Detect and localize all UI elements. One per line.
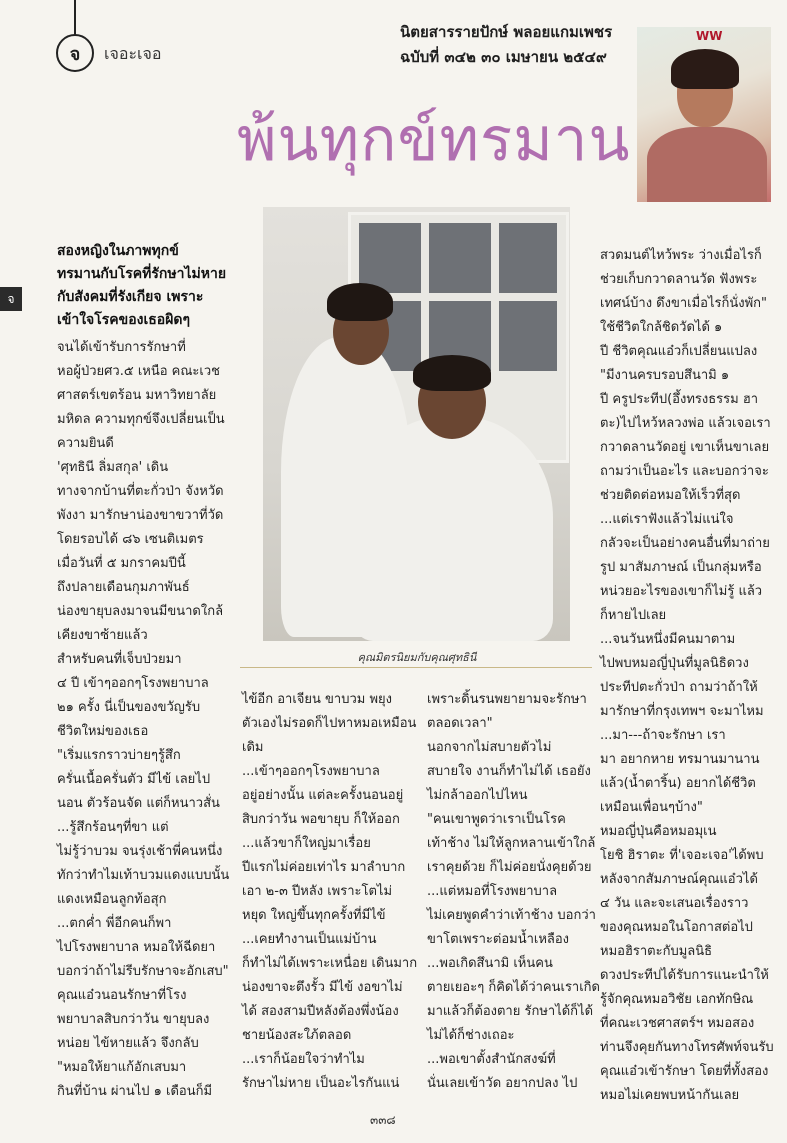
issue-info: ฉบับที่ ๓๔๒ ๓๐ เมษายน ๒๕๔๙	[400, 48, 607, 66]
text-line: เราคุยด้วย ก็ไม่ค่อยนั่งคุยด้วย	[427, 860, 592, 875]
text-line: นอน ตัวร้อนจัด แต่ก็หนาวสั่น	[57, 796, 220, 811]
lead-line: เข้าใจโรคของเธอผิดๆ	[57, 312, 191, 328]
text-line: ครั่นเนื้อครั่นตัว มีไข้ เลยไป	[57, 772, 211, 787]
text-line: นอกจากไม่สบายตัวไม่	[427, 740, 552, 755]
text-line: ที่คณะเวชศาสตร์ฯ หมอสอง	[600, 1016, 755, 1031]
text-line: ...แต่หมอที่โรงพยาบาล	[427, 884, 558, 899]
text-line: รูป มาสัมภาษณ์ เป็นกลุ่มหรือ	[600, 560, 762, 575]
cover-logo: WW	[696, 29, 723, 43]
section-badge: จ	[56, 34, 94, 72]
text-line: ถามว่าเป็นอะไร และบอกว่าจะ	[600, 464, 769, 479]
text-line: ...จนวันหนึ่งมีคนมาตาม	[600, 632, 736, 647]
text-line: มารักษาที่กรุงเทพฯ จะมาไหม	[600, 704, 764, 719]
text-line: ก็ทำไม่ได้เพราะเหนื่อย เดินมาก	[242, 956, 418, 971]
text-line: เมื่อวันที่ ๕ มกราคมปีนี้	[57, 556, 186, 571]
body-text	[242, 688, 422, 1096]
text-line: สวดมนต์ไหว้พระ ว่างเมื่อไรก็	[600, 248, 762, 263]
text-line: ไม่ได้ก็ช่างเถอะ	[427, 1028, 515, 1043]
woman-seated	[353, 417, 553, 641]
text-line: ชีวิตใหม่ของเธอ	[57, 724, 149, 739]
text-line: จนได้เข้ารับการรักษาที่	[57, 340, 186, 355]
text-line: ...เคยทำงานเป็นแม่บ้าน	[242, 932, 377, 947]
cover-model-hair	[671, 49, 739, 89]
text-line: ก็หายไปเลย	[600, 608, 667, 623]
text-line: ทางจากบ้านที่ตะกั่วป่า จังหวัด	[57, 484, 224, 499]
window-pane	[499, 223, 557, 293]
text-column-3	[427, 688, 607, 1096]
text-line: นั่นเลยเข้าวัด อยากปลง ไป	[427, 1076, 578, 1091]
text-line: ทักว่าทำไมเท้าบวมแดงแบบนั้น	[57, 868, 230, 883]
text-line: ตัวเองไม่รอดก็ไปหาหมอเหมือน	[242, 716, 417, 731]
article-photo	[263, 207, 570, 641]
lead-line: สองหญิงในภาพทุกข์	[57, 243, 179, 259]
text-line: ของคุณหมอในโอกาสต่อไป	[600, 920, 753, 935]
text-line: ไข้อีก อาเจียน ขาบวม พยุง	[242, 692, 393, 707]
text-line: ตะ)ไปไหว้หลวงพ่อ แล้วเจอเรา	[600, 416, 771, 431]
page-number: ๓๓๘	[370, 1113, 396, 1127]
text-line: ...ตกค่ำ พี่อีกคนก็พา	[57, 916, 172, 931]
text-line: หอผู้ป่วยศว.๕ เหนือ คณะเวช	[57, 364, 220, 379]
text-line: รู้จักคุณหมอวิชัย เอกทักษิณ	[600, 992, 754, 1007]
text-line: ไม่เคยพูดคำว่าเท้าช้าง บอกว่า	[427, 908, 596, 923]
text-line: ช่วยติดต่อหมอให้เร็วที่สุด	[600, 488, 741, 503]
text-line: ไม่รู้ว่าบวม จนรุ่งเช้าพี่คนหนึ่ง	[57, 844, 223, 859]
text-line: สิบกว่าวัน พอขายุบ ก็ให้ออก	[242, 812, 400, 827]
text-line: สำหรับคนที่เจ็บป่วยมา	[57, 652, 182, 667]
text-line: ชายน้องสะใภ้ตลอด	[242, 1028, 352, 1043]
text-line: ไปพบหมอญี่ปุ่นที่มูลนิธิดวง	[600, 656, 749, 671]
text-line: ช่วยเก็บกวาดลานวัด ฟังพระ	[600, 272, 758, 287]
text-line: ท่านจึงคุยกันทางโทรศัพท์จนรับ	[600, 1040, 774, 1055]
text-line: บอกว่าถ้าไม่รีบรักษาจะอักเสบ"	[57, 964, 229, 979]
text-line: ถึงปลายเดือนกุมภาพันธ์	[57, 580, 190, 595]
caption-rule	[240, 667, 592, 668]
text-line: ดวงประทีปได้รับการแนะนำให้	[600, 968, 769, 983]
body-text	[427, 688, 607, 1096]
text-line: กวาดลานวัดอยู่ เขาเห็นขาเลย	[600, 440, 770, 455]
text-line: ๒๑ ครั้ง นี่เป็นของขวัญรับ	[57, 700, 201, 715]
body-text	[57, 336, 249, 1104]
text-line: ...แต่เราฟังแล้วไม่แน่ใจ	[600, 512, 734, 527]
text-line: หมอไม่เคยพบหน้ากันเลย	[600, 1088, 740, 1103]
text-line: คุณแอ๋วเข้ารักษา โดยที่ทั้งสอง	[600, 1064, 769, 1079]
text-line: ประทีปตะกั่วป่า ถามว่าถ้าให้	[600, 680, 758, 695]
body-text	[600, 244, 784, 1108]
lead-paragraph	[57, 240, 249, 332]
text-line: เท้าช้าง ไม่ให้ลูกหลานเข้าใกล้	[427, 836, 596, 851]
text-line: พังงา มารักษาน่องขาขวาที่วัด	[57, 508, 224, 523]
lead-line: กับสังคมที่รังเกียจ เพราะ	[57, 289, 204, 305]
text-line: ...รู้สึกร้อนๆที่ขา แต่	[57, 820, 169, 835]
text-line: หน่อย ไข้หายแล้ว จึงกลับ	[57, 1036, 199, 1051]
text-line: ปีแรกไม่ค่อยเท่าไร มาลำบาก	[242, 860, 406, 875]
text-line: ไปโรงพยาบาล หมอให้ฉีดยา	[57, 940, 216, 955]
text-line: หมอฮิราตะกับมูลนิธิ	[600, 944, 713, 959]
text-line: ...พอเกิดสึนามิ เห็นคน	[427, 956, 553, 971]
text-line: หน่วยอะไรของเขาก็ไม่รู้ แล้ว	[600, 584, 763, 599]
text-line: แดงเหมือนลูกท้อสุก	[57, 892, 167, 907]
magazine-name: นิตยสารรายปักษ์ พลอยแกมเพชร	[400, 23, 613, 41]
text-line: ...เราก็น้อยใจว่าทำไม	[242, 1052, 365, 1067]
text-line: ...เข้าๆออกๆโรงพยาบาล	[242, 764, 380, 779]
text-line: น่องขาจะตึงรั้ว มีไข้ งอขาไม่	[242, 980, 403, 995]
text-line: "หมอให้ยาแก้อักเสบมา	[57, 1060, 187, 1075]
text-line: เทศน์บ้าง ดึงขาเมื่อไรก็นั่งพัก"	[600, 296, 768, 311]
text-line: ปี ชีวิตคุณแอ๋วก็เปลี่ยนแปลง	[600, 344, 758, 359]
text-line: ...มา---ถ้าจะรักษา เรา	[600, 728, 726, 743]
lead-line: ทรมานกับโรคที่รักษาไม่หาย	[57, 266, 227, 282]
text-line: ...พอเขาตั้งสำนักสงฆ์ที่	[427, 1052, 556, 1067]
text-line: ปี ครูประทีป(อึ้งทรงธรรม ฮา	[600, 392, 759, 407]
text-line: ศาสตร์เขตร้อน มหาวิทยาลัย	[57, 388, 217, 403]
text-line: ความยินดี	[57, 436, 114, 451]
text-line: หมอญี่ปุ่นคือหมอมุเน	[600, 824, 717, 839]
text-line: หลังจากสัมภาษณ์คุณแอ๋วได้	[600, 872, 758, 887]
section-name: เจอะเจอ	[104, 44, 162, 63]
text-line: โยชิ ฮิราตะ ที่'เจอะเจอ'ได้พบ	[600, 848, 764, 863]
text-line: กลัวจะเป็นอย่างคนอื่นที่มาถ่าย	[600, 536, 770, 551]
text-line: พยาบาลสิบกว่าวัน ขายุบลง	[57, 1012, 210, 1027]
text-line: "เริ่มแรกราวบ่ายๆรู้สึก	[57, 748, 181, 763]
text-line: ไม่กล้าออกไปไหน	[427, 788, 528, 803]
window-pane	[499, 301, 557, 371]
window-pane	[429, 223, 491, 293]
text-line: น่องขายุบลงมาจนมีขนาดใกล้	[57, 604, 224, 619]
text-line: รักษาไม่หาย เป็นอะไรกันแน่	[242, 1076, 400, 1091]
text-line: ๔ ปี เข้าๆออกๆโรงพยาบาล	[57, 676, 209, 691]
text-line: ขาโตเพราะต่อมน้ำเหลือง	[427, 932, 570, 947]
text-line: ใช้ชีวิตใกล้ชิดวัดได้ ๑	[600, 320, 723, 335]
article-title: พ้นทุกข์ทรมาน	[237, 105, 631, 175]
text-line: มหิดล ความทุกข์จึงเปลี่ยนเป็น	[57, 412, 225, 427]
text-line: "มีงานครบรอบสึนามิ ๑	[600, 368, 730, 383]
woman-seated-hair	[413, 355, 491, 391]
photo-caption: คุณมิตรนิยมกับคุณศุทธินี	[357, 651, 477, 664]
text-line: 'ศุทธินี ลิ่มสกุล' เดิน	[57, 460, 169, 475]
header-rule	[74, 0, 76, 36]
text-line: เหมือนเพื่อนๆบ้าง"	[600, 800, 703, 815]
text-line: สบายใจ งานก็ทำไม่ได้ เธอยัง	[427, 764, 591, 779]
text-line: เคียงขาซ้ายแล้ว	[57, 628, 148, 643]
cover-model-body	[647, 127, 767, 202]
text-line: "คนเขาพูดว่าเราเป็นโรค	[427, 812, 566, 827]
text-line: ตลอดเวลา"	[427, 716, 493, 731]
text-line: ๔ วัน และจะเสนอเรื่องราว	[600, 896, 749, 911]
text-line: กินที่บ้าน ผ่านไป ๑ เดือนก็มี	[57, 1084, 213, 1099]
cover-thumbnail	[637, 27, 771, 202]
text-line: ตายเยอะๆ ก็คิดได้ว่าคนเราเกิด	[427, 980, 600, 995]
text-line: ได้ สองสามปีหลังต้องพึ่งน้อง	[242, 1004, 399, 1019]
text-line: เพราะดิ้นรนพยายามจะรักษา	[427, 692, 587, 707]
text-line: มา อยากหาย ทรมานมานาน	[600, 752, 760, 767]
woman-standing-hair	[327, 283, 393, 321]
text-column-2	[242, 688, 422, 1096]
text-line: เดิม	[242, 740, 264, 755]
text-line: อยู่อย่างนั้น แต่ละครั้งนอนอยู่	[242, 788, 404, 803]
text-column-4	[600, 244, 784, 1108]
text-line: คุณแอ๋วนอนรักษาที่โรง	[57, 988, 187, 1003]
text-line: เอา ๒-๓ ปีหลัง เพราะโตไม่	[242, 884, 393, 899]
text-line: มาแล้วก็ต้องตาย รักษาได้ก็ได้	[427, 1004, 594, 1019]
text-line: แล้ว(น้ำตาริ้น) อยากได้ชีวิต	[600, 776, 756, 791]
window-pane	[359, 223, 421, 293]
text-line: โดยรอบได้ ๘๖ เซนติเมตร	[57, 532, 204, 547]
text-line: หยุด ใหญ่ขึ้นทุกครั้งที่มีไข้	[242, 908, 386, 923]
text-line: ...แล้วขาก็ใหญ่มาเรื่อย	[242, 836, 371, 851]
side-section-tab: จ	[0, 287, 22, 311]
text-column-1	[57, 240, 249, 1104]
